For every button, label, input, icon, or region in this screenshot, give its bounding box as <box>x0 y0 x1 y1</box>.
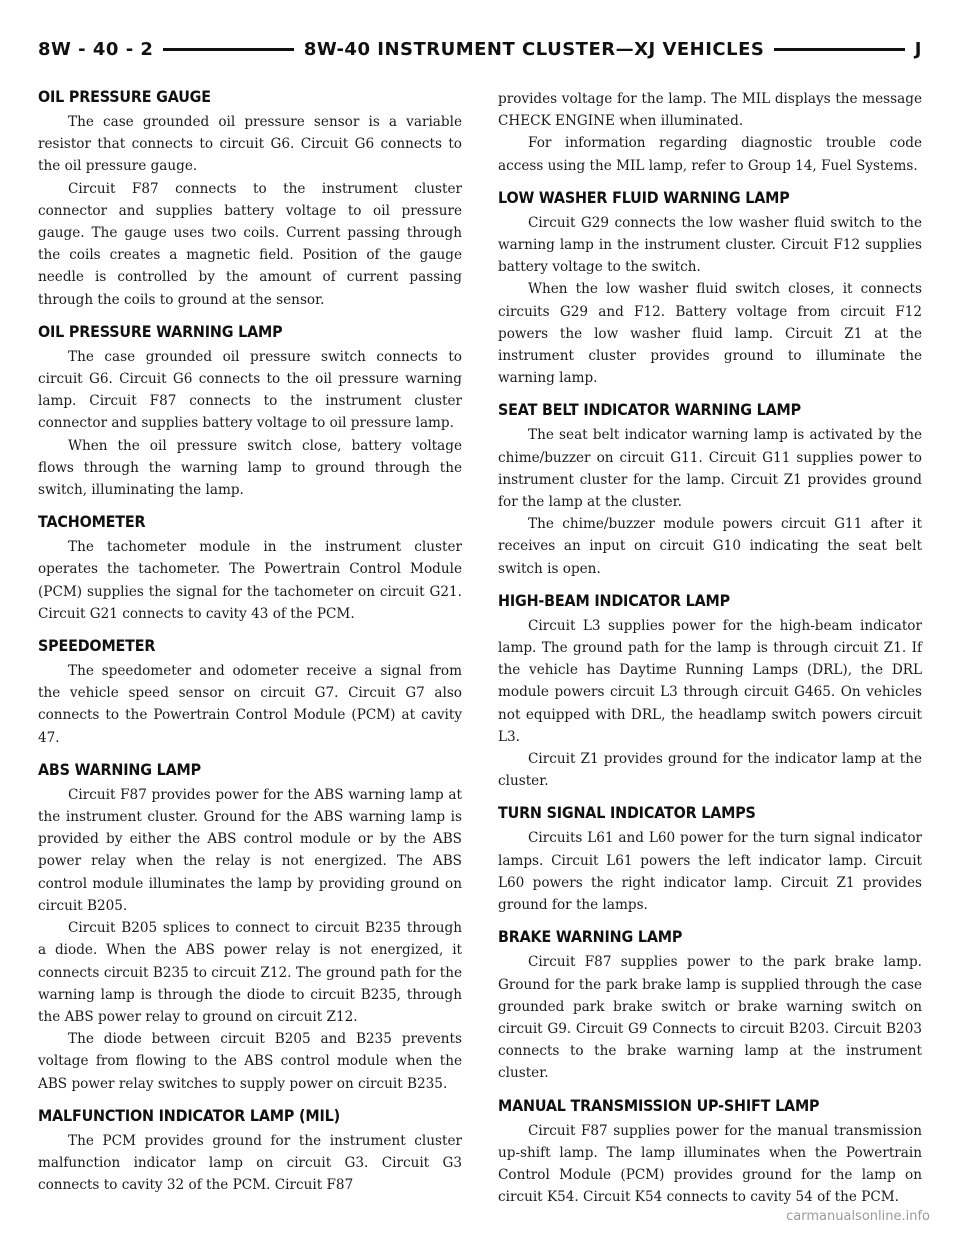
vehicle-code: J <box>914 38 922 60</box>
body-paragraph: Circuit F87 supplies power to the park brake lamp. Ground for the park brake lamp is supplied through the case grounded park brake switch or brake warning switch on circuit G9. Circuit G9 Connects to circuit B203. Circuit B203 connects to the brake warning lamp at the instrument cluster. <box>498 954 922 1082</box>
body-paragraph: Circuit F87 supplies power for the manual transmission up-shift lamp. The lamp illuminates when the Powertrain Control Module (PCM) provides ground for the lamp on circuit K54. Circuit K54 connects to cavity 54 of the PCM. <box>498 1122 922 1206</box>
section-heading: HIGH-BEAM INDICATOR LAMP <box>498 591 730 610</box>
body-paragraph: When the oil pressure switch close, battery voltage flows through the warning lamp to ground through the switch, illuminating the lamp. <box>38 437 462 499</box>
section-heading: TURN SIGNAL INDICATOR LAMPS <box>498 804 756 823</box>
section <box>38 88 462 311</box>
section-heading: OIL PRESSURE GAUGE <box>38 88 211 106</box>
text-column-2 <box>498 88 922 1220</box>
section <box>498 1097 922 1209</box>
section-title: 8W-40 INSTRUMENT CLUSTER—XJ VEHICLES <box>303 38 765 60</box>
watermark: carmanualsonline.info <box>786 1209 930 1224</box>
section <box>498 928 922 1084</box>
section <box>498 401 922 579</box>
header-rule-left <box>163 48 293 51</box>
section <box>498 189 922 390</box>
section-heading: SPEEDOMETER <box>38 637 156 656</box>
body-paragraph: The chime/buzzer module powers circuit G11 after it receives an input on circuit G10 indicating the seat belt switch is open. <box>498 516 922 577</box>
body-paragraph: The PCM provides ground for the instrument cluster malfunction indicator lamp on circuit G3. Circuit G3 connects to cavity 32 of the PCM. Circuit F87 <box>38 1132 462 1194</box>
section <box>38 323 462 501</box>
body-paragraph: Circuits L61 and L60 power for the turn signal indicator lamps. Circuit L61 powers the left indicator lamp. Circuit L60 powers the right indicator lamp. Circuit Z1 provides ground for the lamps. <box>498 830 922 914</box>
section-heading: SEAT BELT INDICATOR WARNING LAMP <box>498 401 801 420</box>
section <box>38 637 462 749</box>
body-paragraph: The seat belt indicator warning lamp is activated by the chime/buzzer on circuit G11. Circuit G11 supplies power to instrument cluster for the lamp. Circuit Z1 provides ground for the lamp at the cluster. <box>498 427 922 511</box>
section-heading: OIL PRESSURE WARNING LAMP <box>38 322 283 341</box>
section-heading: ABS WARNING LAMP <box>38 760 201 779</box>
section <box>38 761 462 1095</box>
section-heading: MALFUNCTION INDICATOR LAMP (MIL) <box>38 1106 340 1125</box>
body-paragraph: The diode between circuit B205 and B235 prevents voltage from flowing to the ABS control module when the ABS power relay switches to supply power on circuit B235. <box>38 1031 462 1092</box>
body-paragraph: The tachometer module in the instrument cluster operates the tachometer. The Powertrain Control Module (PCM) supplies the signal for the tachometer on circuit G21. Circuit G21 connects to cavity 43 of the PCM. <box>38 539 462 622</box>
section-heading: MANUAL TRANSMISSION UP-SHIFT LAMP <box>498 1096 820 1115</box>
body-paragraph: The speedometer and odometer receive a signal from the vehicle speed sensor on circuit G7. Circuit G7 also connects to the Powertrain Control Module (PCM) at cavity 47. <box>38 663 462 746</box>
text-column-1 <box>38 88 462 1220</box>
body-paragraph: Circuit F87 provides power for the ABS warning lamp at the instrument cluster. Ground for the ABS warning lamp is provided by either the ABS control module or by the ABS power relay when the relay is not energized. The ABS control module illuminates the lamp by providing ground on circuit B205. <box>38 786 462 914</box>
content-columns <box>38 88 922 1220</box>
section-heading: LOW WASHER FLUID WARNING LAMP <box>498 188 790 207</box>
section-heading: TACHOMETER <box>38 513 146 532</box>
section <box>38 1107 462 1197</box>
body-paragraph: For information regarding diagnostic trouble code access using the MIL lamp, refer to Group 14, Fuel Systems. <box>498 135 922 174</box>
body-paragraph: The case grounded oil pressure sensor is a variable resistor that connects to circuit G6. Circuit G6 connects to the oil pressure gauge. <box>38 114 462 175</box>
section <box>38 513 462 625</box>
section-heading: BRAKE WARNING LAMP <box>498 928 683 947</box>
body-paragraph: Circuit B205 splices to connect to circuit B235 through a diode. When the ABS power relay is not energized, it connects circuit B235 to circuit Z12. The ground path for the warning lamp is through the diode to circuit B235, through the ABS power relay to ground on circuit Z12. <box>38 920 462 1025</box>
body-paragraph: Circuit L3 supplies power for the high-beam indicator lamp. The ground path for the lamp is through circuit Z1. If the vehicle has Daytime Running Lamps (DRL), the DRL module powers circuit L3 through circuit G465. On vehicles not equipped with DRL, the headlamp switch powers circuit L3. <box>498 617 922 745</box>
section <box>498 592 922 793</box>
page-number: 8W - 40 - 2 <box>38 38 154 60</box>
body-paragraph: provides voltage for the lamp. The MIL displays the message CHECK ENGINE when illuminated. <box>498 91 922 130</box>
body-paragraph: When the low washer fluid switch closes, it connects circuits G29 and F12. Battery voltage from circuit F12 powers the low washer fluid lamp. Circuit Z1 at the instrument cluster provides ground to illuminate the warning lamp. <box>498 281 922 387</box>
section <box>498 88 922 177</box>
body-paragraph: The case grounded oil pressure switch connects to circuit G6. Circuit G6 connects to the oil pressure warning lamp. Circuit F87 connects to the instrument cluster connector and supplies battery voltage to oil pressure lamp. <box>38 348 462 432</box>
header-rule-right <box>774 48 904 51</box>
body-paragraph: Circuit F87 connects to the instrument cluster connector and supplies battery voltage to oil pressure gauge. The gauge uses two coils. Current passing through the coils creates a magnetic field. Position of the gauge needle is controlled by the amount of current passing through the coils to ground at the sensor. <box>38 180 462 308</box>
page-header <box>38 34 922 64</box>
body-paragraph: Circuit G29 connects the low washer fluid switch to the warning lamp in the instrument cluster. Circuit F12 supplies battery voltage to the switch. <box>498 214 922 276</box>
body-paragraph: Circuit Z1 provides ground for the indicator lamp at the cluster. <box>498 751 922 790</box>
section <box>498 804 922 916</box>
